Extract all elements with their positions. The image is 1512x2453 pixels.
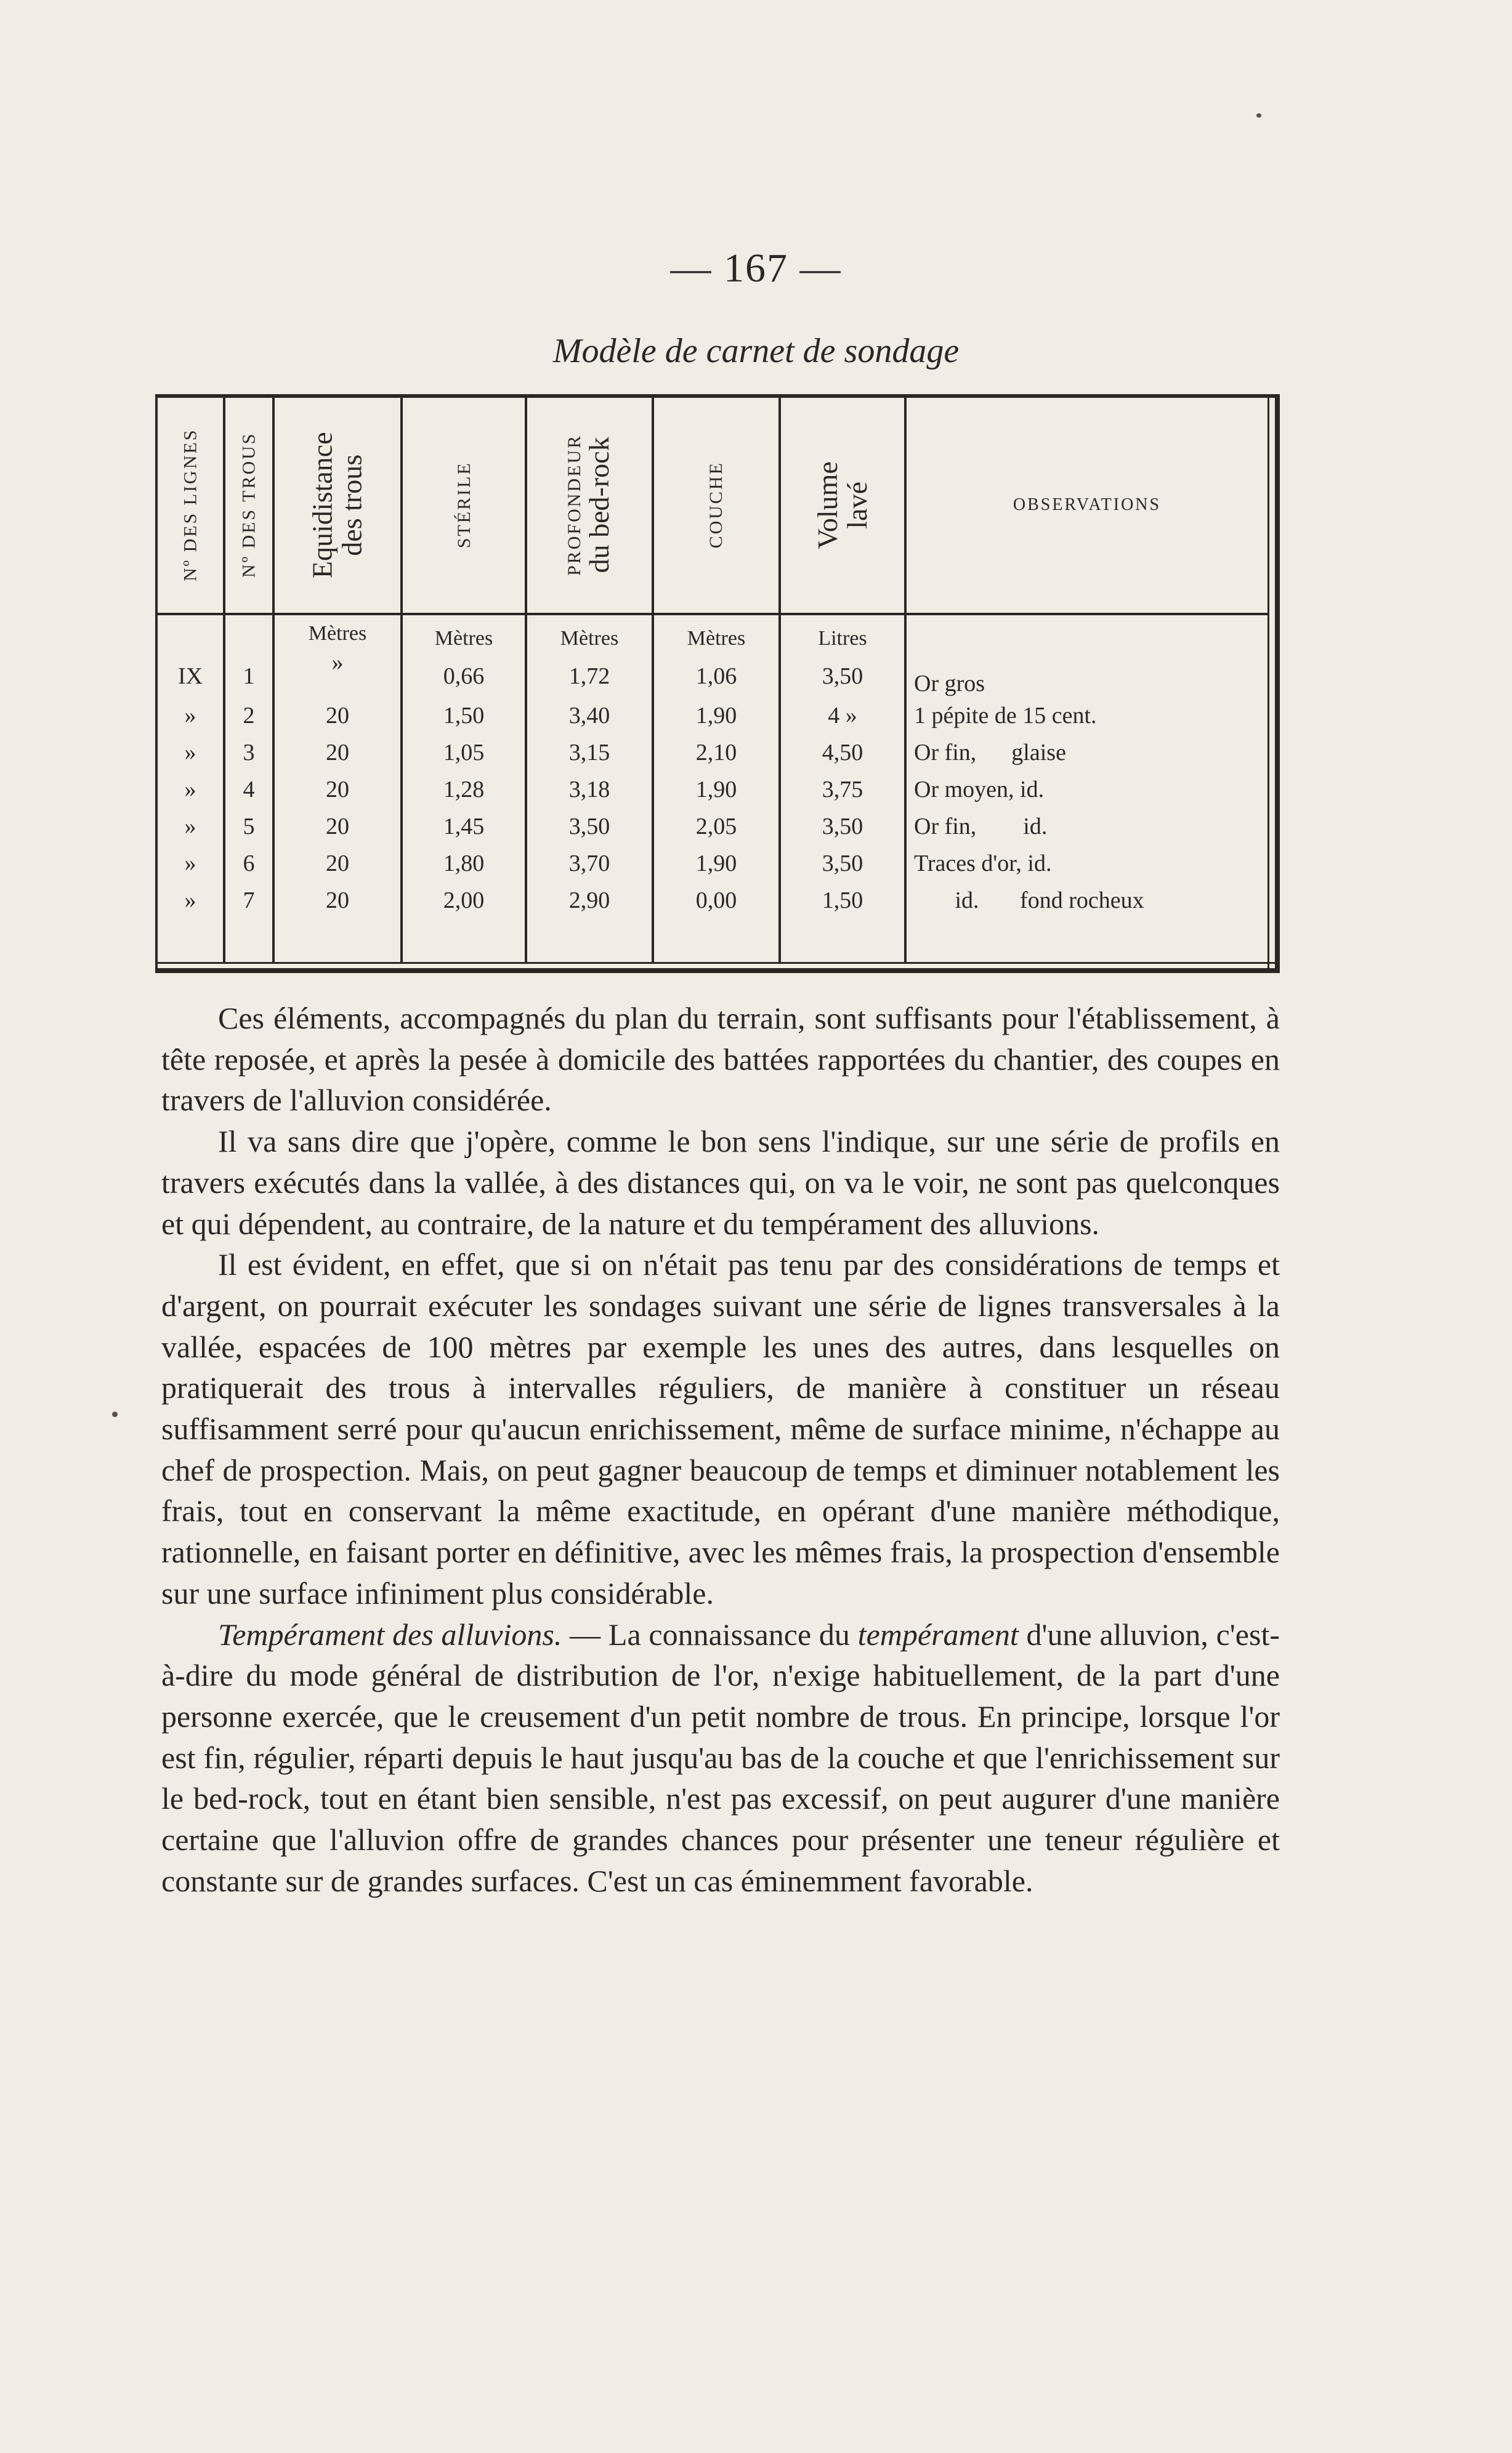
cell-sterile: 2,00 [443,887,485,913]
cell-volume: 3,50 [822,663,863,689]
header-volume-line1: Volume [811,461,843,549]
cell-couche: 1,06 [695,663,737,689]
body-text [161,998,1280,1901]
cell-observations: id. fond rocheux [914,887,1144,913]
sondage-table [155,394,1280,973]
paper-speck [1256,113,1261,118]
cell-ligne: » [184,740,196,766]
cell-equidistance: » [331,650,344,676]
cell-equidistance: 20 [326,777,349,802]
cell-couche: 2,10 [695,740,737,766]
cell-volume: 3,50 [822,814,863,839]
header-lignes [158,400,223,610]
cell-volume: 4,50 [822,740,863,766]
cell-observations: Or gros [914,671,985,697]
paragraph: Ces éléments, accompagnés du plan du terrain, sont suffisants pour l'établissement, à tête reposée, et après la pesée à domicile des battées rapportées du chantier, des coupes en travers de l'alluvion considérée. [161,1001,1280,1118]
cell-sterile: 1,80 [443,851,485,876]
cell-observations: Or moyen, id. [914,777,1045,802]
cell-observations: Or fin, glaise [914,740,1066,766]
table-caption: Modèle de carnet de sondage [552,332,960,370]
cell-sterile: 1,45 [443,814,485,839]
cell-ligne: » [184,703,196,729]
header-observations [907,400,1267,610]
cell-trou: 4 [243,777,255,802]
paragraph-body: d'une alluvion, c'est-à-dire du mode général de distribution de l'or, n'exige habituellement, de la part d'une personne exercée, que le creusement d'un petit nombre de trous. En principe, lorsque l'or est fin, régulier, réparti depuis le haut jusqu'au bas de la couche et que l'enrichissement sur le bed-rock, tout en étant bien sensible, n'est pas excessif, on peut augurer d'une manière certaine que l'alluvion offre de grandes chances pour présenter une teneur régulière et constante sur de grandes surfaces. C'est un cas éminemment favorable. [161,1617,1280,1898]
table-row [155,702,1280,738]
cell-profondeur: 1,72 [568,663,610,689]
cell-profondeur: 3,70 [568,851,610,876]
cell-observations: Traces d'or, id. [914,851,1052,876]
header-profondeur-line1: PROFONDEUR [564,434,585,576]
table-row [155,776,1280,812]
header-lignes-label: Nº DES LIGNES [180,428,201,582]
table-row [155,739,1280,775]
unit-profondeur: Mètres [560,627,619,650]
header-observations-label: OBSERVATIONS [1013,495,1162,514]
cell-equidistance: 20 [326,814,349,839]
cell-trou: 5 [243,814,255,839]
cell-volume: 3,75 [822,777,863,802]
cell-sterile: 0,66 [443,663,485,689]
table-bottom-rule-inner [155,962,1280,964]
term-temperament: tempérament [857,1617,1019,1652]
cell-volume: 1,50 [822,887,863,913]
cell-ligne: » [184,777,196,802]
cell-sterile: 1,28 [443,777,485,802]
header-profondeur-line2: du bed-rock [583,437,615,573]
cell-couche: 1,90 [695,851,737,876]
cell-volume: 4 » [828,703,857,729]
cell-trou: 3 [243,740,255,766]
page-number: — 167 — [670,246,842,291]
header-equidistance-line1: Equidistance [306,432,338,578]
table-header-rule [158,613,1267,615]
cell-sterile: 1,50 [443,703,485,729]
cell-ligne: » [184,851,196,876]
unit-sterile: Mètres [434,627,493,650]
header-equidistance [275,400,400,610]
cell-trou: 1 [243,663,255,689]
paragraph-dash: — La connaissance du [562,1617,858,1652]
cell-trou: 2 [243,703,255,729]
paragraph [161,1614,1280,1902]
cell-ligne: » [184,814,196,839]
cell-profondeur: 3,15 [568,740,610,766]
cell-couche: 2,05 [695,814,737,839]
cell-couche: 1,90 [695,777,737,802]
paper-speck [112,1412,118,1417]
cell-volume: 3,50 [822,851,863,876]
table-row [155,887,1280,923]
cell-profondeur: 3,50 [568,814,610,839]
header-equidistance-line2: des trous [336,454,368,556]
unit-volume: Litres [818,627,867,650]
paragraph: Il est évident, en effet, que si on n'était pas tenu par des considérations de temps et d'argent, on pourrait exécuter les sondages suivant une série de lignes transversales à la vallée, espacées de 100 mètres par exemple les unes des autres, dans lesquelles on pratiquerait des trous à intervalles réguliers, de manière à constituer un réseau suffisamment serré pour qu'aucun enrichissement, même de surface minime, n'échappe au chef de prospection. Mais, on peut gagner beaucoup de temps et diminuer notablement les frais, tout en conservant la même exactitude, en opérant d'une manière méthodique, rationnelle, en faisant porter en définitive, avec les mêmes frais, la prospection d'ensemble sur une surface infiniment plus considérable. [161,1247,1280,1610]
header-volume-line2: lavé [841,481,873,529]
cell-equidistance: 20 [326,851,349,876]
cell-ligne: » [184,887,196,913]
table-row [155,813,1280,849]
table-row [155,650,1280,698]
paragraph: Il va sans dire que j'opère, comme le bon sens l'indique, sur une série de profils en travers exécutés dans la vallée, à des distances qui, on va le voir, ne sont pas quelconques et qui dépendent, au contraire, de la nature et du tempérament des alluvions. [161,1124,1280,1241]
cell-couche: 0,00 [695,887,737,913]
cell-equidistance: 20 [326,703,349,729]
cell-equidistance: 20 [326,887,349,913]
unit-couche: Mètres [687,627,746,650]
header-couche [654,400,778,610]
cell-trou: 6 [243,851,255,876]
cell-equidistance: 20 [326,740,349,766]
cell-ligne: IX [177,663,203,689]
table-row [155,850,1280,886]
unit-equidistance: Mètres [308,622,367,645]
cell-sterile: 1,05 [443,740,485,766]
cell-profondeur: 2,90 [568,887,610,913]
header-profondeur [527,400,652,610]
table-top-rule [155,394,1280,398]
header-trous [225,400,272,610]
table-bottom-rule [155,968,1280,973]
cell-observations: Or fin, id. [914,814,1048,839]
section-title: Tempérament des alluvions. [218,1617,562,1652]
cell-observations: 1 pépite de 15 cent. [914,703,1097,729]
header-sterile [403,400,525,610]
header-couche-label: COUCHE [706,461,727,549]
cell-profondeur: 3,40 [568,703,610,729]
cell-couche: 1,90 [695,703,737,729]
header-volume [781,400,904,610]
header-sterile-label: STÉRILE [453,461,474,549]
header-trous-label: Nº DES TROUS [238,432,259,578]
cell-trou: 7 [243,887,255,913]
cell-profondeur: 3,18 [568,777,610,802]
